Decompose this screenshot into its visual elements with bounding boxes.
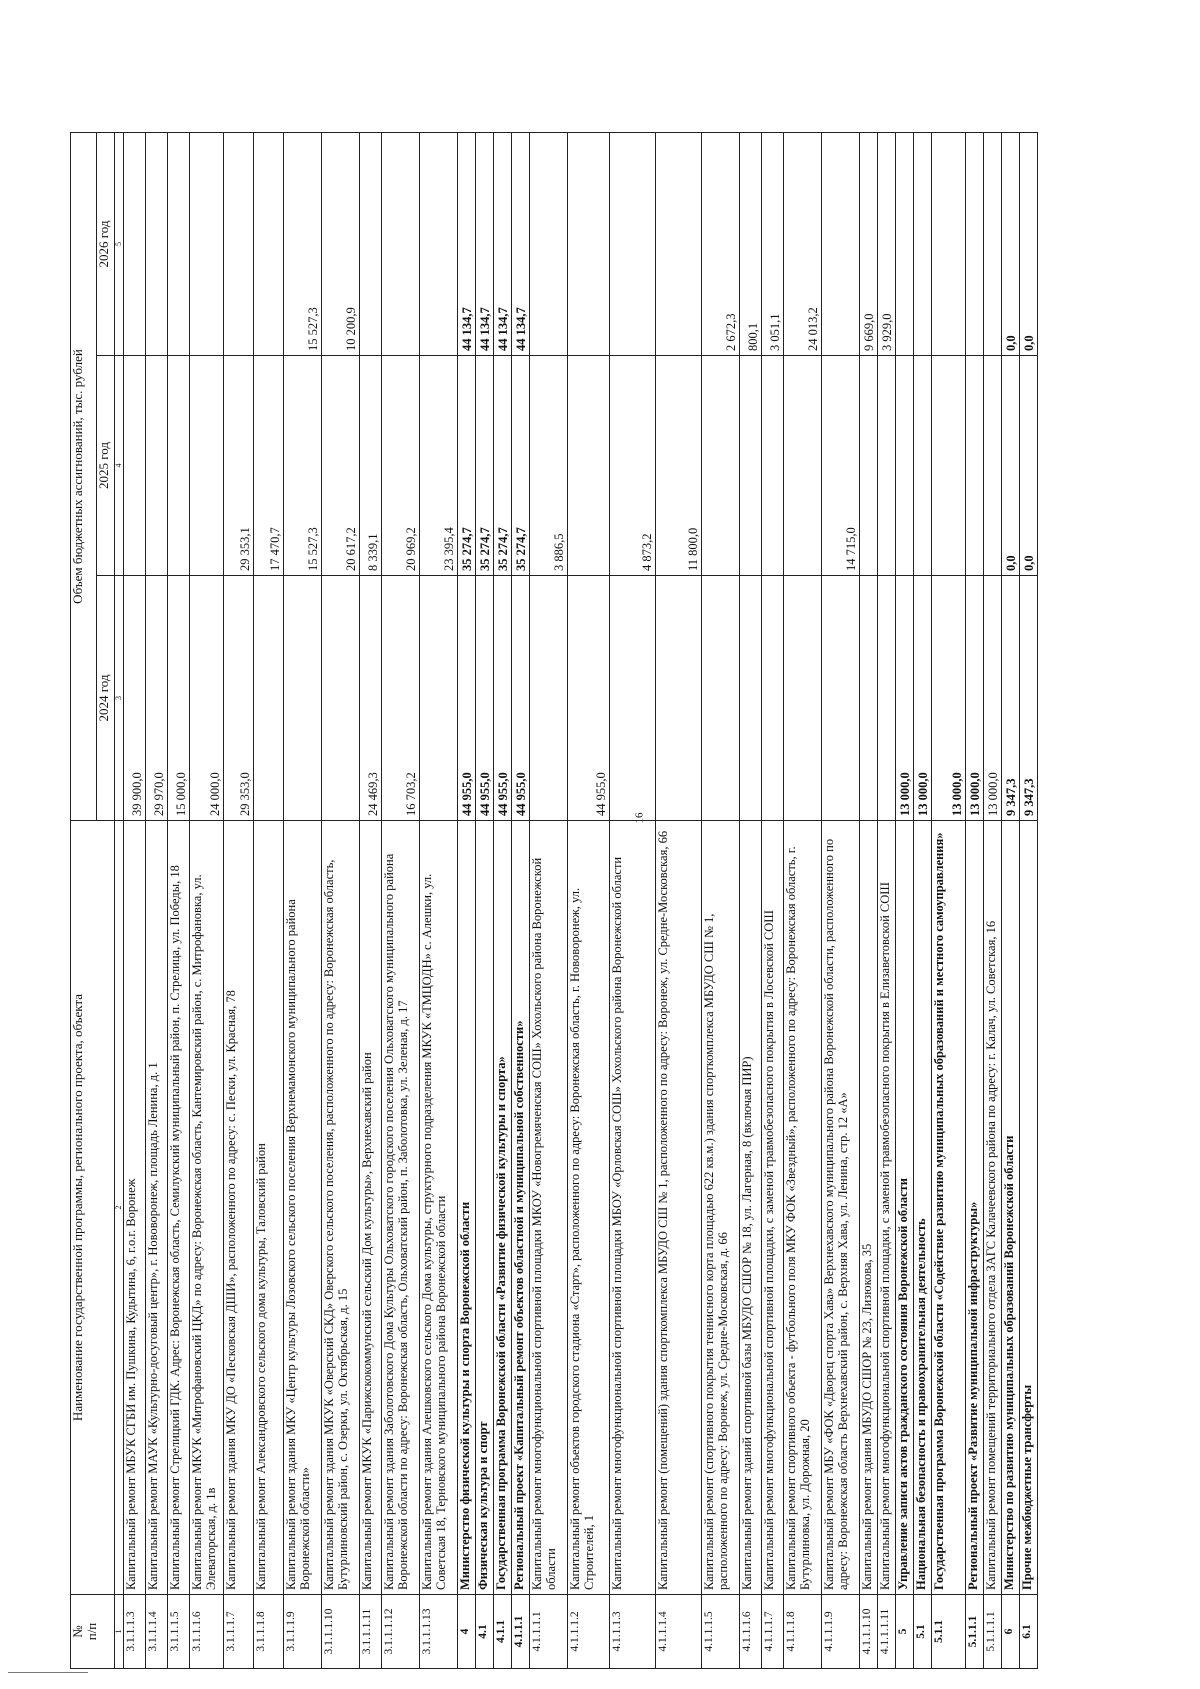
- budget-table: [70, 132, 1038, 1669]
- row-value-2026: [458, 132, 476, 355]
- row-value-2024: [322, 576, 360, 821]
- row-value-2026: [702, 132, 740, 355]
- row-value-2025-text: 20 969,2: [404, 527, 418, 571]
- row-name: Капитальный ремонт здания МБУДО СШОР № 23, Лизюкова, 35: [860, 821, 878, 1595]
- row-name: Капитальный ремонт здания Заболотовского Дома Культуры Ольховатского городского поселения Ольховатского муниципального района Воронежской области по адресу: Воронежская область, Ольховатский район, п. Заболотовка, ул. Зеленая, д. 17: [382, 821, 420, 1595]
- row-value-2026: [762, 132, 784, 355]
- row-value-2024: [914, 576, 932, 821]
- row-value-2024-text: 24 000,0: [208, 772, 222, 816]
- header-idx-1: 1: [115, 1595, 124, 1669]
- row-value-2025: [1020, 356, 1038, 576]
- table-row: [1002, 132, 1020, 1668]
- row-value-2026: [740, 132, 762, 355]
- row-value-2026-text: 44 134,7: [496, 307, 510, 351]
- row-code: 6: [1002, 1595, 1020, 1669]
- table-row: [476, 132, 494, 1668]
- row-code: 4.1.1.1.8: [784, 1595, 822, 1669]
- row-value-2024: [740, 576, 762, 821]
- row-code: 4.1.1: [494, 1595, 512, 1669]
- row-value-2024-text: 29 970,0: [152, 772, 166, 816]
- row-value-2024: [784, 576, 822, 821]
- row-code: 3.1.1.1.7: [224, 1595, 254, 1669]
- row-name: Капитальный ремонт многофункциональной спортивной площадки МБОУ «Орловская СОШ» Хохольского района Воронежской области: [610, 821, 656, 1595]
- header-amount: Объем бюджетных ассигнований, тыс. рублей: [71, 132, 97, 820]
- row-value-2025-text: 0,0: [1004, 555, 1018, 571]
- row-value-2024: [610, 576, 656, 821]
- header-2025: 2025 год: [97, 356, 115, 576]
- row-value-2026-text: 44 134,7: [514, 307, 528, 351]
- row-code: 4.1.1.1: [512, 1595, 530, 1669]
- row-value-2024-text: 44 955,0: [478, 772, 492, 816]
- row-value-2025: [932, 356, 966, 576]
- row-value-2024-text: 44 955,0: [460, 772, 474, 816]
- row-value-2025: [420, 356, 458, 576]
- row-code: 4.1.1.1.1: [530, 1595, 568, 1669]
- row-value-2025-text: 0,0: [1022, 555, 1036, 571]
- row-value-2025-text: 29 353,1: [238, 527, 252, 571]
- row-value-2024-text: 13 000,0: [950, 772, 964, 816]
- row-value-2024-text: 13 000,0: [986, 772, 1000, 816]
- row-code: 5.1.1: [932, 1595, 966, 1669]
- header-num: № п/п: [71, 1595, 115, 1669]
- row-code: 5: [896, 1595, 914, 1669]
- row-value-2025: [254, 356, 284, 576]
- row-name: Физическая культура и спорт: [476, 821, 494, 1595]
- row-value-2025-text: 3 886,5: [552, 533, 566, 571]
- row-value-2026: [168, 132, 190, 355]
- row-value-2024-text: 44 955,0: [496, 772, 510, 816]
- row-value-2024: [224, 576, 254, 821]
- row-value-2024: [168, 576, 190, 821]
- table-row: [914, 132, 932, 1668]
- row-value-2025: [762, 356, 784, 576]
- row-value-2025: [494, 356, 512, 576]
- row-name: Капитальный ремонт зданий спортивной базы МБУДО СШОР № 18, ул. Лагерная, 8 (включая ПИР): [740, 821, 762, 1595]
- row-value-2026: [322, 132, 360, 355]
- table-row: [382, 132, 420, 1668]
- table-row: [896, 132, 914, 1668]
- row-value-2024-text: 13 000,0: [916, 772, 930, 816]
- row-name: Капитальный ремонт МАУК «Культурно-досуговый центр», г. Нововоронеж, площадь Ленина, д. 1: [146, 821, 168, 1595]
- header-idx-5: 5: [115, 132, 124, 355]
- table-row: [702, 132, 740, 1668]
- row-value-2024-text: 44 955,0: [514, 772, 528, 816]
- table-row: [224, 132, 254, 1668]
- row-value-2025: [512, 356, 530, 576]
- row-value-2025: [360, 356, 382, 576]
- row-value-2026: [878, 132, 896, 355]
- row-value-2024: [984, 576, 1002, 821]
- row-name: Капитальный ремонт (помещений) здания спорткомплекса МБУДО СШ № 1, расположенного по адресу: Воронеж, ул. Средне-Московская, 66: [656, 821, 702, 1595]
- row-name: Капитальный ремонт Александровского сельского дома культуры, Таловский район: [254, 821, 284, 1595]
- row-value-2024: [702, 576, 740, 821]
- row-code: 4.1.1.1.3: [610, 1595, 656, 1669]
- row-code: 3.1.1.1.11: [360, 1595, 382, 1669]
- row-value-2025-text: 14 715,0: [844, 527, 858, 571]
- row-code: 3.1.1.1.5: [168, 1595, 190, 1669]
- row-value-2025: [530, 356, 568, 576]
- row-value-2025-text: 20 617,2: [344, 527, 358, 571]
- row-value-2025-text: 17 470,7: [268, 527, 282, 571]
- table-row: [168, 132, 190, 1668]
- table-row: [420, 132, 458, 1668]
- row-code: 4.1.1.1.6: [740, 1595, 762, 1669]
- row-value-2024: [932, 576, 966, 821]
- row-value-2025: [224, 356, 254, 576]
- table-row: [124, 132, 146, 1668]
- row-value-2024: [494, 576, 512, 821]
- row-value-2024: [1002, 576, 1020, 821]
- row-value-2024: [146, 576, 168, 821]
- row-value-2025: [656, 356, 702, 576]
- row-value-2024: [254, 576, 284, 821]
- row-code: 4.1: [476, 1595, 494, 1669]
- row-value-2024: [458, 576, 476, 821]
- row-value-2025: [740, 356, 762, 576]
- row-value-2026-text: 3 051,1: [768, 313, 782, 351]
- table-row: [822, 132, 860, 1668]
- row-code: 3.1.1.1.3: [124, 1595, 146, 1669]
- header-name: Наименование государственной программы, регионального проекта, объекта: [71, 821, 115, 1595]
- row-value-2026: [822, 132, 860, 355]
- row-value-2026: [568, 132, 610, 355]
- header-2026: 2026 год: [97, 132, 115, 355]
- row-value-2025: [984, 356, 1002, 576]
- row-value-2026: [254, 132, 284, 355]
- row-name: Региональный проект «Капитальный ремонт объектов областной и муниципальной собственности»: [512, 821, 530, 1595]
- row-code: 4.1.1.1.9: [822, 1595, 860, 1669]
- table-header: [71, 132, 124, 1668]
- row-value-2026: [190, 132, 224, 355]
- row-code: 4.1.1.1.4: [656, 1595, 702, 1669]
- row-value-2026-text: 15 527,3: [306, 307, 320, 351]
- row-value-2025: [966, 356, 984, 576]
- row-value-2026-text: 24 013,2: [806, 307, 820, 351]
- row-value-2025: [146, 356, 168, 576]
- row-value-2025-text: 35 274,7: [496, 527, 510, 571]
- table-row: [762, 132, 784, 1668]
- row-value-2024: [822, 576, 860, 821]
- row-name: Капитальный ремонт помещений территориального отдела ЗАГС Калачеевского района по адресу: г. Калач, ул. Советская, 16: [984, 821, 1002, 1595]
- row-code: 5.1.1.1.1: [984, 1595, 1002, 1669]
- row-value-2026: [896, 132, 914, 355]
- row-name: Управление записи актов гражданского состояния Воронежской области: [896, 821, 914, 1595]
- row-code: 6.1: [1020, 1595, 1038, 1669]
- row-code: 3.1.1.1.13: [420, 1595, 458, 1669]
- row-value-2024: [284, 576, 322, 821]
- row-value-2024: [124, 576, 146, 821]
- row-name: Капитальный ремонт здания Алешковского сельского Дома культуры, структурного подразделения МКУК «ТМЦОДН» с. Алешки, ул. Советская 18, Терновского муниципального района Воронежской области: [420, 821, 458, 1595]
- row-value-2026: [494, 132, 512, 355]
- row-name: Капитальный ремонт многофункциональной спортивной площадки, с заменой травмобезопасного покрытия в Лосевской СОШ: [762, 821, 784, 1595]
- row-value-2026-text: 800,1: [746, 322, 760, 351]
- row-value-2024-text: 9 347,3: [1004, 778, 1018, 816]
- row-value-2025-text: 35 274,7: [478, 527, 492, 571]
- row-value-2025: [458, 356, 476, 576]
- row-value-2024-text: 15 000,0: [174, 772, 188, 816]
- row-value-2025: [822, 356, 860, 576]
- table-row: [932, 132, 966, 1668]
- row-code: 4: [458, 1595, 476, 1669]
- row-value-2024: [656, 576, 702, 821]
- row-value-2024: [190, 576, 224, 821]
- row-value-2026: [1002, 132, 1020, 355]
- row-code: 3.1.1.1.4: [146, 1595, 168, 1669]
- footer-line: [8, 1672, 88, 1673]
- row-name: Капитальный ремонт многофункциональной спортивной площадки, с заменой травмобезопасного покрытия в Елизаветовской СОШ: [878, 821, 896, 1595]
- row-value-2024-text: 39 900,0: [130, 772, 144, 816]
- row-name: Региональный проект «Развитие муниципальной инфраструктуры»: [966, 821, 984, 1595]
- row-name: Государственная программа Воронежской области «Развитие физической культуры и спорта»: [494, 821, 512, 1595]
- row-value-2025-text: 8 339,1: [366, 533, 380, 571]
- row-value-2025: [190, 356, 224, 576]
- row-name: Капитальный ремонт МБУ «ФОК «Дворец спорта Хава» Верхнехавского муниципального района Воронежской области, расположенного по адресу: Воронежская область Верхнехавский район, с. Верхняя Хава, ул. Ленина, стр. 12 «А»: [822, 821, 860, 1595]
- row-value-2026-text: 44 134,7: [460, 307, 474, 351]
- row-value-2026: [860, 132, 878, 355]
- table-row: [568, 132, 610, 1668]
- row-value-2026-text: 3 929,0: [880, 313, 894, 351]
- row-value-2025: [568, 356, 610, 576]
- table-row: [322, 132, 360, 1668]
- row-name: Национальная безопасность и правоохранительная деятельность: [914, 821, 932, 1595]
- row-value-2024-text: 9 347,3: [1022, 778, 1036, 816]
- table-row: [966, 132, 984, 1668]
- row-value-2026: [284, 132, 322, 355]
- row-value-2025: [476, 356, 494, 576]
- row-code: 3.1.1.1.9: [284, 1595, 322, 1669]
- row-value-2026: [224, 132, 254, 355]
- row-name: Капитальный ремонт объектов городского стадиона «Старт», расположенного по адресу: Воронежская область, г. Нововоронеж, ул. Строителей, 1: [568, 821, 610, 1595]
- row-value-2026: [914, 132, 932, 355]
- table-row: [740, 132, 762, 1668]
- row-value-2024: [1020, 576, 1038, 821]
- row-value-2024: [530, 576, 568, 821]
- table-row: [984, 132, 1002, 1668]
- row-value-2024-text: 29 353,0: [238, 772, 252, 816]
- row-name: Прочие межбюджетные трансферты: [1020, 821, 1038, 1595]
- row-value-2024: [762, 576, 784, 821]
- row-value-2025-text: 35 274,7: [514, 527, 528, 571]
- row-value-2026: [610, 132, 656, 355]
- row-value-2026: [1020, 132, 1038, 355]
- row-value-2024: [360, 576, 382, 821]
- row-code: 4.1.1.1.11: [878, 1595, 896, 1669]
- table-row: [656, 132, 702, 1668]
- row-value-2025-text: 23 395,4: [442, 527, 456, 571]
- row-value-2025: [896, 356, 914, 576]
- row-value-2024: [568, 576, 610, 821]
- row-name: Капитальный ремонт многофункциональной спортивной площадки МКОУ «Новогремяченская СОШ» Хохольского района Воронежской области: [530, 821, 568, 1595]
- row-value-2026: [530, 132, 568, 355]
- row-name: Государственная программа Воронежской области «Содействие развитию муниципальных образований и местного самоуправления»: [932, 821, 966, 1595]
- table-row: [1020, 132, 1038, 1668]
- row-value-2024-text: 44 955,0: [594, 772, 608, 816]
- row-name: Капитальный ремонт МБУК СГБИ им. Пушкина, Кудытина, 6, г.о.г. Воронеж: [124, 821, 146, 1595]
- header-2024: 2024 год: [97, 576, 115, 821]
- table-row: [190, 132, 224, 1668]
- table-row: [860, 132, 878, 1668]
- row-value-2026-text: 10 200,9: [344, 307, 358, 351]
- row-name: Капитальный ремонт здания МКУ «Центр культуры Лозовского сельского поселения Верхнемамонского муниципального района Воронежской области»: [284, 821, 322, 1595]
- row-name: Капитальный ремонт спортивного объекта - футбольного поля МКУ ФОК «Звездный», расположенного по адресу: Воронежская область, г. Бутурлиновка, ул. Дорожная, 20: [784, 821, 822, 1595]
- table-row: [512, 132, 530, 1668]
- row-value-2026: [420, 132, 458, 355]
- row-value-2026: [124, 132, 146, 355]
- row-value-2025: [784, 356, 822, 576]
- row-code: 3.1.1.1.6: [190, 1595, 224, 1669]
- table-row: [284, 132, 322, 1668]
- row-code: 3.1.1.1.8: [254, 1595, 284, 1669]
- row-value-2024: [896, 576, 914, 821]
- row-value-2026: [966, 132, 984, 355]
- table-row: [360, 132, 382, 1668]
- table-row: [494, 132, 512, 1668]
- row-value-2026: [382, 132, 420, 355]
- row-value-2025: [284, 356, 322, 576]
- row-code: 5.1.1.1: [966, 1595, 984, 1669]
- row-value-2025: [610, 356, 656, 576]
- row-value-2025: [382, 356, 420, 576]
- row-code: 4.1.1.1.10: [860, 1595, 878, 1669]
- row-name: Министерство по развитию муниципальных образований Воронежской области: [1002, 821, 1020, 1595]
- row-code: 4.1.1.1.5: [702, 1595, 740, 1669]
- row-value-2024: [512, 576, 530, 821]
- table-row: [610, 132, 656, 1668]
- row-value-2024-text: 24 469,3: [366, 772, 380, 816]
- row-value-2025-text: 11 800,0: [686, 527, 700, 571]
- row-value-2024: [420, 576, 458, 821]
- rotated-document: [70, 133, 1036, 1669]
- row-value-2026: [656, 132, 702, 355]
- table-row: [530, 132, 568, 1668]
- row-name: Капитальный ремонт Стрелицкий ГДК. Адрес: Воронежская область, Семилукский муниципальный район, п. Стрелица, ул. Победы, 18: [168, 821, 190, 1595]
- row-value-2024: [966, 576, 984, 821]
- row-name: Министерство физической культуры и спорта Воронежской области: [458, 821, 476, 1595]
- row-value-2026-text: 44 134,7: [478, 307, 492, 351]
- row-value-2026: [512, 132, 530, 355]
- header-idx-3: 3: [115, 576, 124, 821]
- row-value-2025: [914, 356, 932, 576]
- row-value-2024-text: 13 000,0: [968, 772, 982, 816]
- row-value-2026-text: 9 669,0: [862, 313, 876, 351]
- row-value-2026-text: 0,0: [1004, 335, 1018, 351]
- row-value-2025: [860, 356, 878, 576]
- row-value-2024-text: 13 000,0: [898, 772, 912, 816]
- row-name: Капитальный ремонт здания МКУК «Оверский СКД» Оверского сельского поселения, расположенного по адресу: Воронежская область, Бутурлиновский район, с. Озерки, ул. Октябрьская, д. 15: [322, 821, 360, 1595]
- header-idx-2: 2: [115, 821, 124, 1595]
- row-value-2026-text: 2 672,3: [724, 313, 738, 351]
- row-name: Капитальный ремонт МКУК «Митрофановский ЦКД» по адресу: Воронежская область, Кантемировский район, с. Митрофановка, ул. Элеваторская, д. 1в: [190, 821, 224, 1595]
- row-value-2026: [360, 132, 382, 355]
- table-row: [146, 132, 168, 1668]
- row-name: Капитальный ремонт (спортивного покрытия теннисного корта площадью 622 кв.м.) здания спорткомплекса МБУДО СШ № 1, расположенного по адресу: Воронеж, ул. Средне-Московская, д. 66: [702, 821, 740, 1595]
- row-value-2024: [382, 576, 420, 821]
- row-code: 4.1.1.1.7: [762, 1595, 784, 1669]
- row-value-2026-text: 0,0: [1022, 335, 1036, 351]
- row-value-2025: [1002, 356, 1020, 576]
- row-value-2026: [984, 132, 1002, 355]
- row-value-2026: [784, 132, 822, 355]
- row-value-2026: [476, 132, 494, 355]
- row-code: 3.1.1.1.12: [382, 1595, 420, 1669]
- row-value-2025-text: 15 527,3: [306, 527, 320, 571]
- row-value-2026: [146, 132, 168, 355]
- row-value-2024: [860, 576, 878, 821]
- row-value-2025: [322, 356, 360, 576]
- row-value-2025: [878, 356, 896, 576]
- page-number: 16: [633, 812, 646, 824]
- row-code: 3.1.1.1.10: [322, 1595, 360, 1669]
- row-value-2024-text: 16 703,2: [404, 772, 418, 816]
- header-idx-4: 4: [115, 356, 124, 576]
- row-value-2025-text: 35 274,7: [460, 527, 474, 571]
- row-value-2024: [476, 576, 494, 821]
- row-value-2024: [878, 576, 896, 821]
- row-name: Капитальный ремонт МКУК «Парижскокоммунский сельский Дом культуры», Верхнехавский район: [360, 821, 382, 1595]
- row-value-2025: [168, 356, 190, 576]
- row-value-2025-text: 4 873,2: [640, 533, 654, 571]
- table-body: [124, 132, 1038, 1668]
- table-row: [784, 132, 822, 1668]
- row-code: 4.1.1.1.2: [568, 1595, 610, 1669]
- table-row: [254, 132, 284, 1668]
- row-value-2025: [124, 356, 146, 576]
- table-row: [878, 132, 896, 1668]
- row-code: 5.1: [914, 1595, 932, 1669]
- row-name: Капитальный ремонт здания МКУ ДО «Песковская ДШИ», расположенного по адресу: с. Пески, ул. Красная, 78: [224, 821, 254, 1595]
- table-row: [458, 132, 476, 1668]
- row-value-2025: [702, 356, 740, 576]
- row-value-2026: [932, 132, 966, 355]
